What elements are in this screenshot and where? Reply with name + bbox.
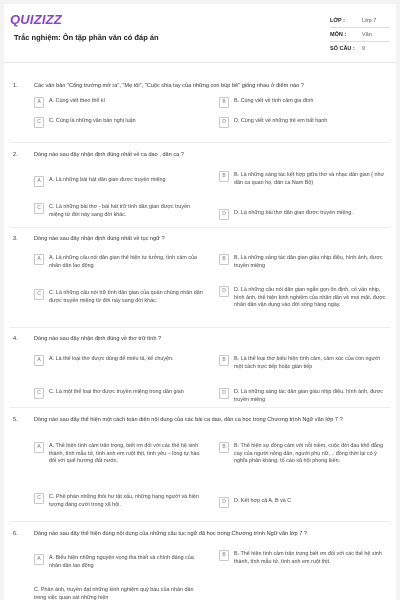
option-letter-box: C (34, 203, 44, 214)
option-letter-box: A (34, 254, 44, 265)
question-text: Dòng nào sau đây thể hiện đúng nội dung của những câu tục ngữ đã học trong Chương trình Ngữ văn lớp 7 ? (34, 531, 307, 537)
question-text: Dòng nào sau đây nhận định đúng nhất về tục ngữ ? (34, 236, 165, 242)
question-text: Dòng nào sau đây thể hiện một cách toàn diện nội dung của các bài ca dao, dân ca học trong Chương trình Ngữ văn lớp 7 ? (34, 417, 343, 423)
worksheet-meta (330, 14, 390, 55)
answer-option-c[interactable] (34, 290, 204, 305)
divider (10, 227, 390, 228)
option-text: A. Là những bài hát dân gian được truyền miệng (49, 177, 166, 183)
meta-label: LỚP : (330, 17, 345, 24)
question-number: 6. (13, 531, 18, 537)
meta-value: 9 (362, 45, 366, 52)
option-letter-box: C (34, 493, 44, 504)
answer-option-a[interactable] (34, 177, 204, 187)
option-letter-box: D (219, 209, 229, 220)
option-letter-box: B (219, 254, 229, 265)
meta-row-subject (330, 28, 390, 42)
quizizz-logo: QUIZIZZ (10, 12, 62, 27)
answer-option-a[interactable] (34, 443, 204, 466)
answer-option-a[interactable] (34, 555, 204, 570)
option-letter-box: A (34, 442, 44, 453)
meta-value: Văn (362, 31, 372, 38)
answer-option-a[interactable] (34, 98, 204, 108)
option-letter-box: B (219, 442, 229, 453)
answer-option-d[interactable] (219, 118, 389, 128)
option-text: B. Là thể loại thơ biểu hiện tình cảm, cảm xúc của con người một cách trực tiếp hoặc gián tiếp (234, 356, 380, 370)
option-text: C. Phản ánh, truyền đạt những kinh nghiệm quý báu của nhân dân trong việc quan sát những hiện (34, 587, 194, 600)
answer-option-c[interactable] (34, 389, 204, 399)
answer-option-d[interactable] (219, 498, 389, 508)
answer-option-b[interactable] (219, 172, 389, 187)
option-letter-box: B (219, 550, 229, 561)
option-letter-box: D (219, 117, 229, 128)
option-text: D. Kết hợp cả A, B và C (234, 498, 292, 504)
answer-option-c[interactable] (34, 204, 204, 219)
option-letter-box: B (219, 171, 229, 182)
question-number: 1. (13, 83, 18, 89)
meta-label: MÔN : (330, 31, 347, 38)
option-text: D. Cùng viết về những trẻ em bất hạnh (234, 118, 328, 124)
question-number: 5. (13, 417, 18, 423)
question-6 (4, 530, 396, 600)
option-letter-box: C (34, 289, 44, 300)
option-text: C. Phê phán những thói hư tật xấu, những hạng người và hiện tượng đáng cười trong xã hội. (49, 494, 199, 508)
option-letter-box: D (219, 286, 229, 297)
option-text: C. Là những bài thơ - bài hát trữ tình dân gian được truyền miệng từ đời này sang đời khác. (49, 204, 191, 218)
answer-option-c[interactable] (34, 118, 204, 128)
answer-option-d[interactable] (219, 389, 389, 404)
option-letter-box: C (34, 388, 44, 399)
answer-option-a[interactable] (34, 255, 204, 270)
answer-option-d[interactable] (219, 210, 389, 220)
answer-option-b[interactable] (219, 98, 389, 108)
option-text: A. Thể hiện tình cảm trân trọng, biết ơn đối với các thế hệ sinh thành, tình mẫu tử, tình anh em ruột thịt, tình yêu – lòng tự hào đối với quê hương đất nước. (49, 443, 200, 465)
answer-option-d[interactable] (219, 287, 389, 310)
option-letter-box: D (219, 497, 229, 508)
question-text: Dòng nào sau đây nhận định đúng về thơ trữ tình ? (34, 336, 162, 342)
answer-option-b[interactable] (219, 551, 389, 566)
option-text: A. Cùng viết theo thể kí (49, 98, 106, 104)
option-text: B. Cùng viết về tình cảm gia đình (234, 98, 314, 104)
question-4 (4, 335, 396, 408)
worksheet-page (4, 4, 396, 600)
question-number: 3. (13, 236, 18, 242)
worksheet-header (4, 4, 396, 63)
option-text: B. Thể hiện sự đồng cảm với nỗi niềm, cuộc đời đau khổ đắng cay của người nông dân, người phụ nữ, .. đồng thời lại có ý nghĩa phản kháng, tố cáo xã hội phong kiến. (234, 443, 384, 465)
question-number: 2. (13, 152, 18, 158)
answer-option-b[interactable] (219, 356, 389, 371)
question-5 (4, 416, 396, 524)
option-text: B. Thể hiện tình cảm trân trọng biết ơn đối với các thế hệ sinh thành, tình mẫu tử, tình anh em ruột thịt. (234, 551, 382, 565)
option-letter-box: D (219, 388, 229, 399)
option-letter-box: A (34, 554, 44, 565)
divider (10, 407, 390, 408)
option-text: B. Là những sáng tác kết hợp giữa thơ và nhạc dân gian ( như dân ca quan họ, dân ca Nam Bộ) (234, 172, 385, 186)
option-text: D. Là những sáng tác dân gian giàu nhịp điệu, hình ảnh, được truyền miệng (234, 389, 383, 403)
divider (10, 327, 390, 328)
option-letter-box: B (219, 355, 229, 366)
meta-row-count (330, 42, 390, 55)
meta-label: SỐ CÂU : (330, 45, 355, 52)
answer-option-c[interactable] (34, 494, 204, 509)
answer-option-a[interactable] (34, 356, 204, 366)
answer-option-b[interactable] (219, 255, 389, 270)
question-3 (4, 235, 396, 328)
option-letter-box: A (34, 355, 44, 366)
option-text: C. Là những câu nói trữ tình dân gian của quần chúng nhân dân được truyền miệng từ đời này sang đời khác. (49, 290, 203, 304)
option-text: A. Biểu hiện những nguyện vọng tha thiết và chính đáng của nhân dân lao động (49, 555, 194, 569)
divider (10, 521, 390, 522)
option-letter-box: C (34, 117, 44, 128)
answer-option-c[interactable] (34, 587, 204, 600)
question-2 (4, 151, 396, 224)
option-letter-box: B (219, 97, 229, 108)
option-letter-box: A (34, 97, 44, 108)
question-text: Dòng nào sau đây nhận định đúng nhất về ca dao , dân ca ? (34, 152, 184, 158)
meta-row-grade (330, 14, 390, 28)
option-text: C. Là một thể loại thơ được truyền miệng trong dân gian (49, 389, 184, 395)
question-number: 4. (13, 336, 18, 342)
option-letter-box: A (34, 176, 44, 187)
question-text: Các văn bản "Cổng trường mở ra", "Mẹ tôi", "Cuộc chia tay của những con búp bê" giống nhau ở điểm nào ? (34, 83, 304, 89)
meta-value: Lớp 7 (362, 17, 377, 24)
option-text: A. Là những câu nói dân gian thể hiện tư tưởng, tình cảm của nhân dân lao động (49, 255, 198, 269)
worksheet-title: Trắc nghiệm: Ôn tập phần văn có đáp án (14, 33, 159, 42)
option-text: A. Là thể loại thơ được dùng để miêu tả, kể chuyện. (49, 356, 174, 362)
divider (10, 142, 390, 143)
question-1 (4, 82, 396, 131)
option-text: B. Là những sáng tác dân gian giàu nhịp điệu, hình ảnh, được truyền miệng (234, 255, 383, 269)
option-text: C. Cùng là những văn bản nghị luận (49, 118, 136, 124)
answer-option-b[interactable] (219, 443, 389, 466)
option-text: D. Là những câu nói dân gian ngắn gọn ổn định, có vần nhịp, hình ảnh, thể hiện kinh nghiệm của nhân dân về mọi mặt, được nhân dân vận dụng vào đời sống hàng ngày. (234, 287, 386, 309)
option-text: D. Là những bài thơ dân gian được truyền miệng. (234, 210, 353, 216)
